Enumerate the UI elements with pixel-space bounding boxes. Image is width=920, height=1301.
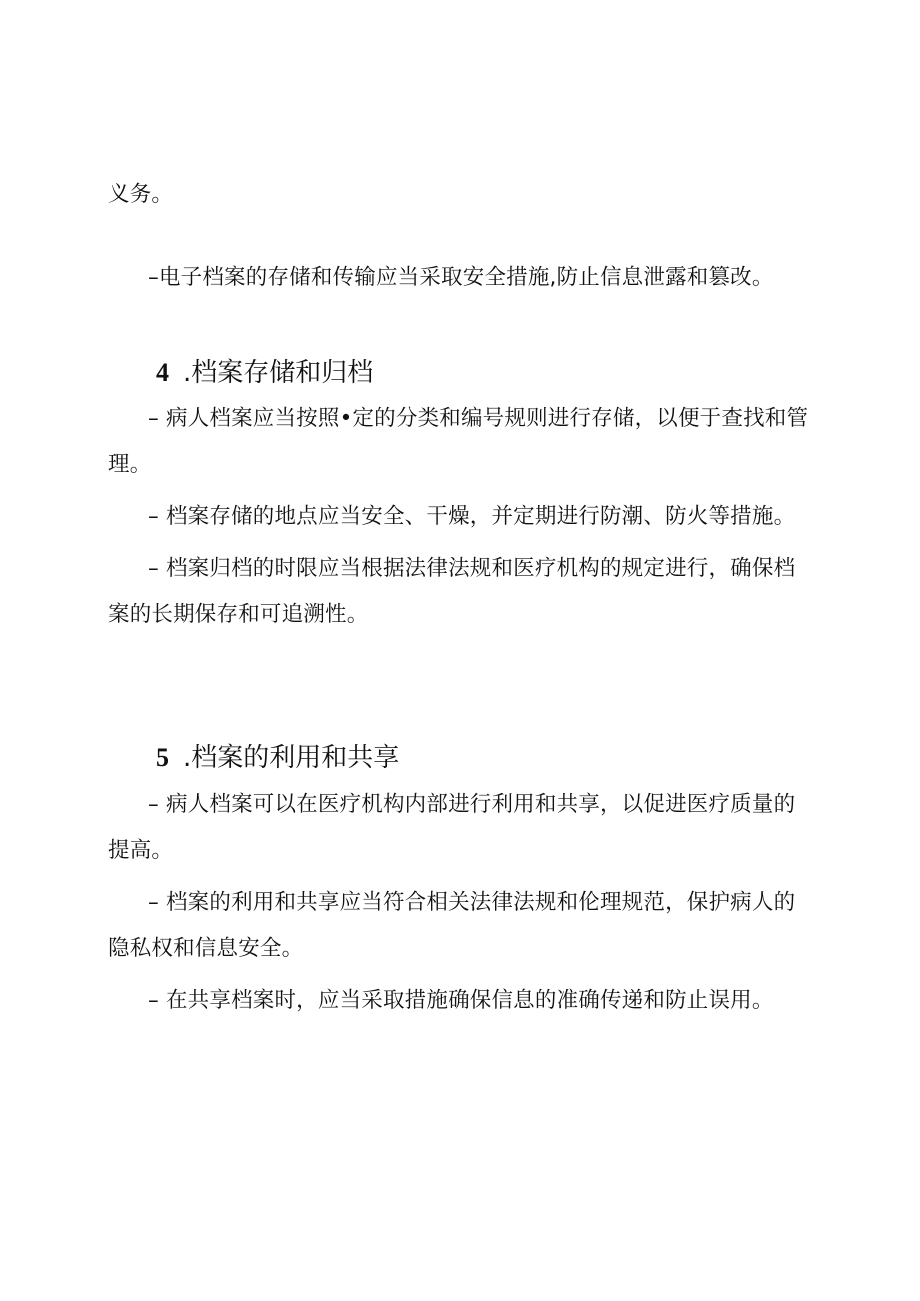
paragraph-electronic-records: –电子档案的存储和传输应当采取安全措施,防止信息泄露和篡改。 [148, 265, 774, 290]
section-heading-5 [108, 735, 399, 781]
paragraph-continuation: 义务。 [108, 182, 174, 207]
section-heading-4 [108, 350, 373, 396]
list-item: – 档案存储的地点应当安全、干燥，并定期进行防潮、防火等措施。 [148, 504, 796, 529]
section-4-list [108, 396, 812, 638]
section-5-list [108, 782, 812, 1024]
list-item: – 病人档案可以在医疗机构内部进行利用和共享，以促进医疗质量的提高。 [108, 792, 796, 863]
list-item: – 档案的利用和共享应当符合相关法律法规和伦理规范，保护病人的隐私权和信息安全。 [108, 890, 796, 961]
list-item: – 在共享档案时，应当采取措施确保信息的准确传递和防止误用。 [148, 988, 774, 1013]
list-item: – 档案归档的时限应当根据法律法规和医疗机构的规定进行，确保档案的长期保存和可追溯性。 [108, 556, 796, 627]
section-number: 5 [156, 743, 169, 772]
section-number: 4 [156, 358, 169, 387]
section-title: .档案的利用和共享 [183, 743, 400, 773]
list-item: – 病人档案应当按照•定的分类和编号规则进行存储，以便于查找和管理。 [108, 406, 809, 477]
section-title: .档案存储和归档 [183, 358, 374, 388]
